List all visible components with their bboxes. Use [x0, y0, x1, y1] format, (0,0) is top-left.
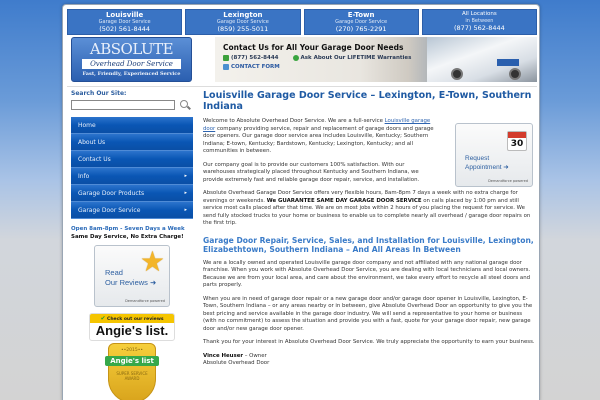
plus-icon [293, 55, 299, 61]
hours-line: Open 8am-8pm - Seven Days a Week [71, 226, 185, 232]
nav-item-home[interactable] [71, 117, 193, 134]
truck-logo-decal [497, 59, 519, 66]
angies-list-reviews-badge[interactable] [89, 313, 175, 341]
louisville-garage-door-link[interactable]: Louisville garage door [203, 118, 431, 132]
search-icon[interactable] [179, 99, 191, 111]
location-sub: Garage Door Service [98, 19, 151, 25]
checkmark-icon: ✔ [100, 315, 106, 322]
search-input[interactable] [71, 100, 175, 110]
location-louisville[interactable] [67, 9, 182, 35]
location-phone[interactable]: (877) 562-8444 [453, 23, 505, 32]
sidebar-nav [71, 117, 193, 219]
location-phone[interactable]: (502) 561-8444 [99, 25, 151, 33]
truck-wheel-icon [451, 68, 463, 80]
service-paragraph: When you are in need of garage door repair or a new garage door and/or garage door opener in Louisville, Lexington, E-Town, Southern Indiana – or any areas nearby or in between, give Absolute Overhead Door an opportunity to give you the best pricing and service available in the garage door industry. We will send a representative to your home or business (with no commitment) to assess the situation and provide you with a fast, quote for your garage door repair, new garage door and/or new garage door opener. [203, 295, 533, 332]
award-logo: Angie's list [105, 356, 159, 366]
same-day-line: Same Day Service, No Extra Charge! [71, 234, 184, 240]
left-sidebar [71, 90, 193, 400]
hours-info [71, 225, 193, 241]
calendar-icon: 30 [507, 131, 527, 151]
phone-icon [223, 55, 229, 61]
chevron-right-icon: ▸ [184, 173, 187, 179]
location-lexington[interactable] [185, 9, 300, 35]
goal-paragraph: Our company goal is to provide our customers 100% satisfaction. With our warehouses strategically placed throughout Kentucky and Southern Indiana, we provide extremely fast and reliable garage door repair, service, and installation. [203, 161, 420, 183]
nav-item-info[interactable] [71, 168, 193, 185]
intro-paragraph: Welcome to Absolute Overhead Door Service. We are a full-service Louisville garage door company providing service, repair and replacement of garage doors and garage door openers. Our garage door service area includes Louisville, Kentucky; Southern Indiana; E-town, Kentucky; Bardstown, Kentucky; Lexington, Kentucky; and all communities in between. [203, 118, 434, 154]
demandforce-badge: Demandforce powered [488, 179, 528, 183]
shield-icon [108, 343, 156, 400]
chevron-right-icon: ▸ [184, 207, 187, 213]
search-label: Search Our Site: [71, 90, 127, 97]
location-sub: in Between [465, 17, 494, 24]
nav-label: Garage Door Service [78, 206, 141, 214]
logo-name: ABSOLUTE [89, 40, 174, 58]
nav-item-about-us[interactable] [71, 134, 193, 151]
hours-paragraph: Absolute Overhead Garage Door Service offers very flexible hours, 8am-8pm 7 days a week with no extra charge for evenings or weekends. We GUARANTEE SAME DAY GARAGE DOOR SERVICE on calls placed by 1:00 pm and still service most calls placed after that time. We are on most jobs within 2 hours of you placing the request for service. We send fully stocked trucks to your home or business to enable us to complete nearly all overhead / garage door repairs on the first trip. [203, 190, 531, 226]
award-year: ••2015•• [120, 348, 144, 353]
warranty-link[interactable]: Ask About Our LIFETIME Warranties [300, 55, 412, 61]
angies-check-text: Check out our reviews [107, 317, 164, 322]
contact-title: Contact Us for All Your Garage Door Needs [223, 43, 404, 52]
location-etown[interactable] [304, 9, 419, 35]
main-content [203, 90, 535, 368]
section-heading: Garage Door Repair, Service, Sales, and Installation for Louisville, Lexington, Elizabethtown, Southern Indiana – And All Areas In Between [203, 235, 534, 254]
chevron-right-icon: ▸ [184, 190, 187, 196]
nav-label: Garage Door Products [78, 189, 145, 197]
thanks-paragraph: Thank you for your interest in Absolute Overhead Door Service. We truly appreciate the opportunity to earn your business. [203, 339, 535, 345]
logo-subtitle: Overhead Door Service [82, 59, 181, 69]
location-phone[interactable]: (859) 255-5011 [217, 25, 269, 33]
reviews-text: Read Our Reviews ➜ [105, 268, 157, 287]
location-city: E-Town [347, 11, 375, 19]
nav-item-garage-door-products[interactable] [71, 185, 193, 202]
location-phone[interactable]: (270) 765-2291 [335, 25, 387, 33]
header-banner [215, 37, 537, 82]
star-icon: ★ [139, 245, 165, 278]
read-reviews-button[interactable] [94, 245, 170, 307]
nav-item-garage-door-service[interactable] [71, 202, 193, 219]
location-sub: Garage Door Service [335, 19, 388, 25]
location-all[interactable] [422, 9, 537, 35]
header-contact [223, 43, 411, 70]
angies-list-logo: Angie's list. [95, 323, 169, 338]
location-city: Louisville [105, 11, 144, 19]
page-title: Louisville Garage Door Service – Lexington, E-Town, Southern Indiana [203, 90, 532, 112]
signature: Vince Heuser – Owner Absolute Overhead Door [203, 352, 270, 366]
location-city: All Locations [462, 11, 497, 17]
contact-form-link[interactable]: CONTACT FORM [231, 64, 280, 70]
location-sub: Garage Door Service [216, 19, 269, 25]
appointment-text: Request Appointment ➜ [465, 155, 509, 171]
nav-label: About Us [78, 138, 106, 146]
location-bar [67, 9, 537, 35]
super-service-award-badge[interactable] [104, 343, 160, 400]
award-text: SUPER SERVICE AWARD [116, 371, 148, 381]
nav-label: Home [78, 121, 96, 129]
nav-label: Contact Us [78, 155, 111, 163]
site-logo[interactable] [71, 37, 192, 82]
nav-item-contact-us[interactable] [71, 151, 193, 168]
truck-image [427, 37, 537, 82]
nav-label: Info [78, 172, 90, 180]
site-header [67, 35, 537, 87]
header-phone[interactable]: (877) 562-8444 [231, 55, 279, 61]
local-paragraph: We are a locally owned and operated Louisville garage door company and not affiliated with any national garage door franchise. When you work with Absolute Overhead Door Service, you are dealing with local technicians and local owners. Because we are from your local area, and care about the environment, we take every effort to recycle all steel doors and parts properly. [203, 259, 531, 288]
truck-wheel-icon [509, 68, 521, 80]
logo-tagline: Fast, Friendly, Experienced Service [82, 71, 181, 77]
location-city: Lexington [223, 11, 263, 19]
page-container [62, 4, 540, 400]
form-icon [223, 64, 229, 70]
request-appointment-button[interactable] [455, 123, 533, 187]
demandforce-badge: Demandforce powered [125, 299, 165, 303]
